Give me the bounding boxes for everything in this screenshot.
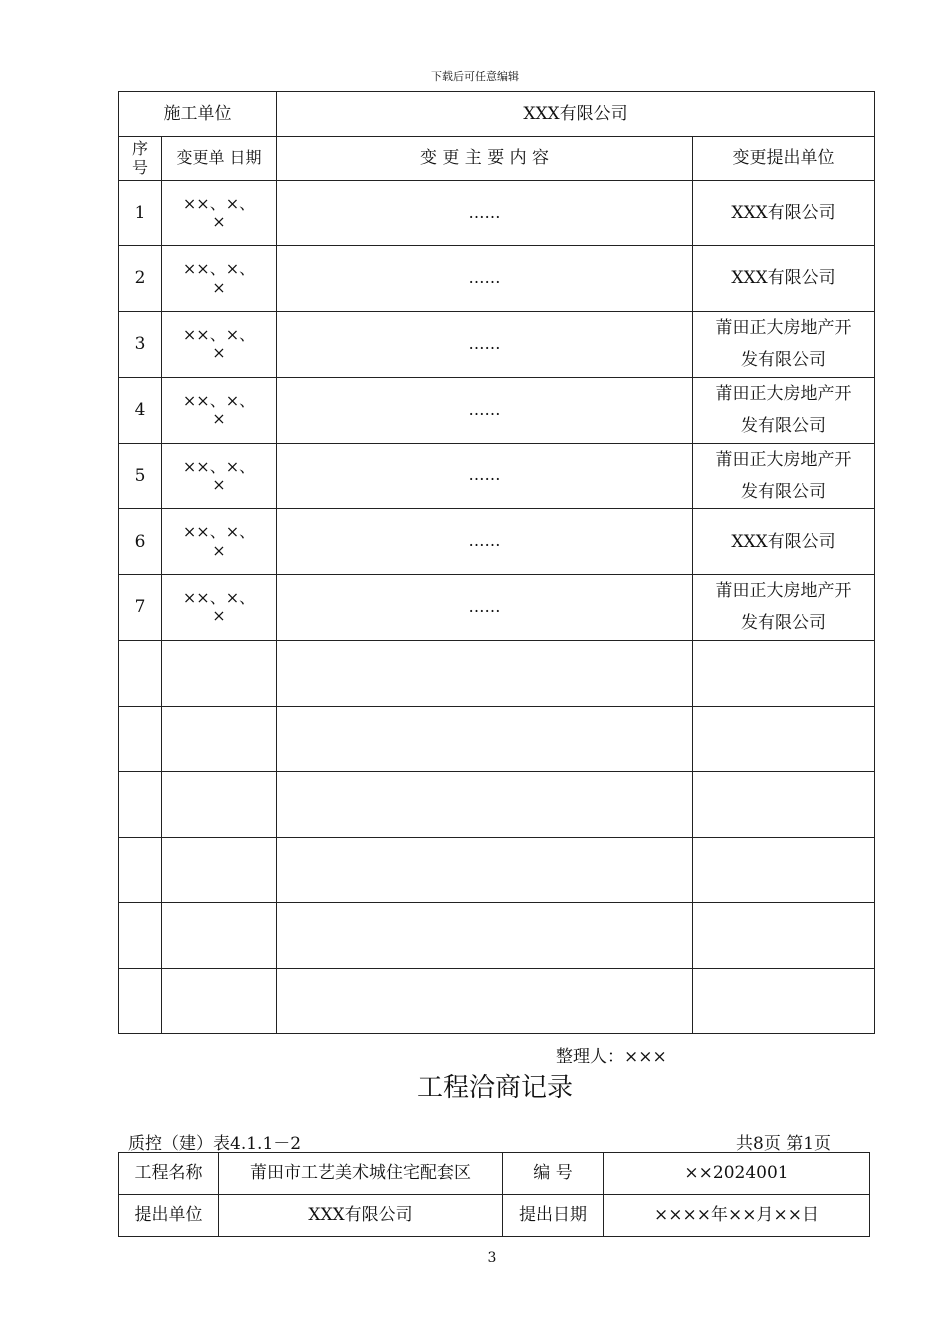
row-unit: 莆田正大房地产开 发有限公司 [693,312,875,378]
empty-row [119,837,875,902]
row-no: 4 [119,377,162,443]
row-unit: XXX有限公司 [693,181,875,246]
form-code: 质控（建）表4.1.1－2 [128,1134,302,1154]
col-header-no: 序号 [119,137,162,181]
proposer-value: XXX有限公司 [219,1195,503,1237]
row-content: …… [277,575,693,641]
table-row [119,181,875,246]
row-no: 5 [119,443,162,509]
table-row [119,312,875,378]
row-date: ××、×、 × [162,443,277,509]
contractor-label: 施工单位 [119,92,277,137]
table-row [119,509,875,575]
row-date: ××、×、 × [162,312,277,378]
row-content: …… [277,509,693,575]
number-value: ××2024001 [604,1153,870,1195]
contractor-row [119,92,875,137]
header-row [119,137,875,181]
empty-row [119,902,875,968]
row-date: ××、×、 × [162,246,277,312]
row-unit: 莆田正大房地产开 发有限公司 [693,443,875,509]
proposer-label: 提出单位 [119,1195,219,1237]
col-header-content: 变 更 主 要 内 容 [277,137,693,181]
row-no: 6 [119,509,162,575]
row-no: 2 [119,246,162,312]
arranger-signature: 整理人：××× [556,1047,667,1067]
col-header-unit: 变更提出单位 [693,137,875,181]
page-title: 工程洽商记录 [416,1073,573,1103]
row-no: 1 [119,181,162,246]
number-label: 编 号 [503,1153,604,1195]
contractor-value: XXX有限公司 [277,92,875,137]
row-date: ××、×、 × [162,377,277,443]
negotiation-info-table [118,1152,870,1237]
table-row [119,575,875,641]
date-value: ××××年××月××日 [604,1195,870,1237]
empty-row [119,640,875,706]
project-name-value: 莆田市工艺美术城住宅配套区 [219,1153,503,1195]
table-row [119,246,875,312]
header-note: 下载后可任意编辑 [431,70,519,83]
col-header-date: 变更单 日期 [162,137,277,181]
row-content: …… [277,246,693,312]
row-date: ××、×、 × [162,575,277,641]
row-unit: XXX有限公司 [693,246,875,312]
row-content: …… [277,443,693,509]
page-number: 3 [487,1250,497,1266]
table-row [119,443,875,509]
empty-row [119,968,875,1033]
row-unit: 莆田正大房地产开 发有限公司 [693,377,875,443]
change-record-table [118,91,875,1034]
row-content: …… [277,312,693,378]
row-date: ××、×、 × [162,509,277,575]
project-name-label: 工程名称 [119,1153,219,1195]
row-unit: 莆田正大房地产开 发有限公司 [693,575,875,641]
table-row [119,377,875,443]
row-no: 3 [119,312,162,378]
date-label: 提出日期 [503,1195,604,1237]
row-content: …… [277,181,693,246]
empty-row [119,771,875,837]
row-no: 7 [119,575,162,641]
row-unit: XXX有限公司 [693,509,875,575]
empty-row [119,706,875,771]
row-content: …… [277,377,693,443]
page-count: 共8页 第1页 [736,1134,832,1154]
row-date: ××、×、 × [162,181,277,246]
